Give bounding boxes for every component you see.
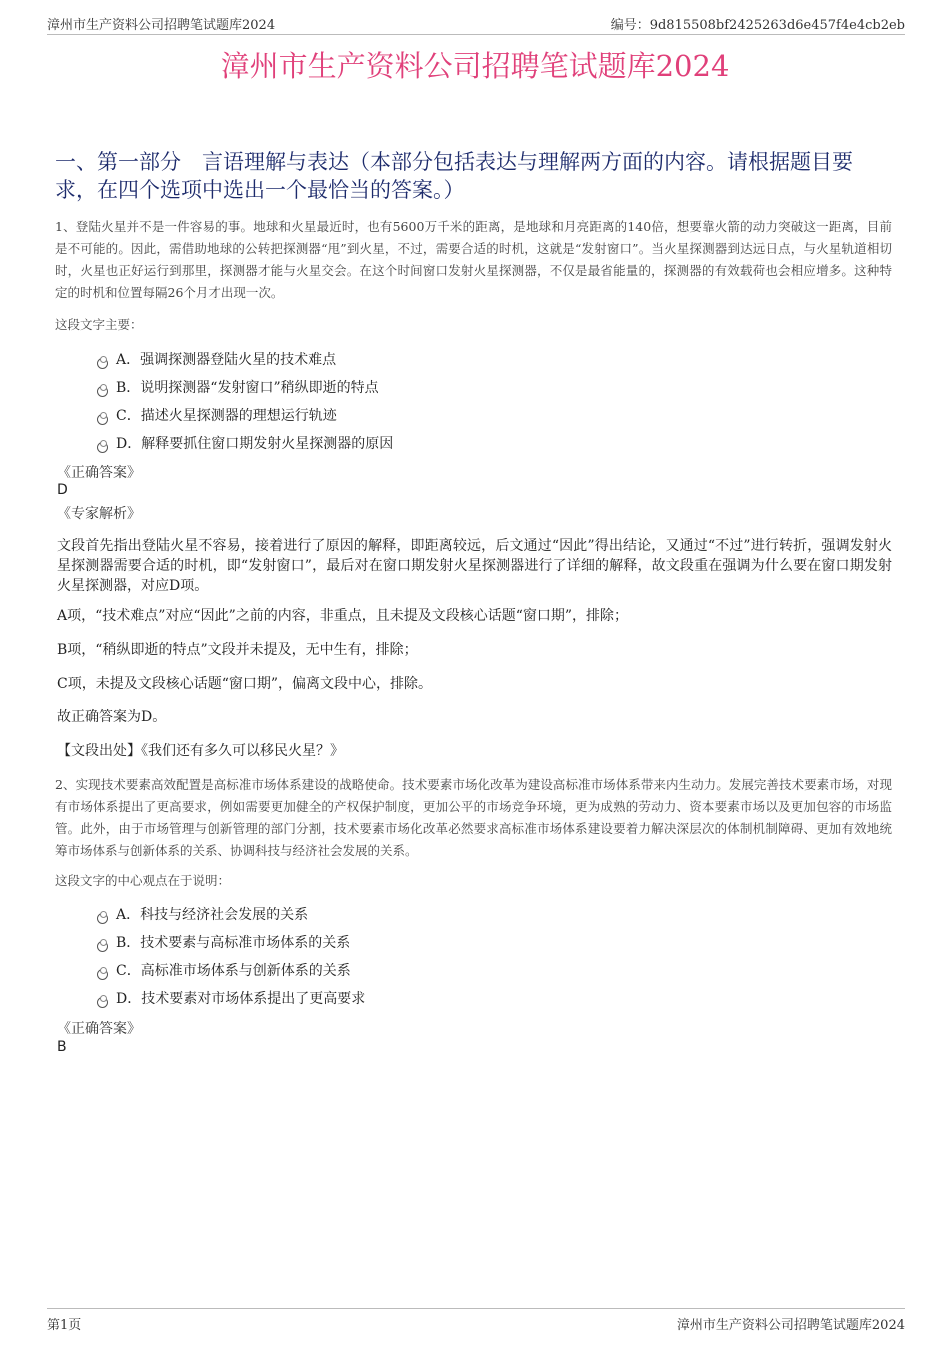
q2-option-d[interactable]: D．技术要素对市场体系提出了更高要求 — [97, 985, 365, 1013]
radio-icon[interactable] — [97, 358, 108, 369]
q1-prompt: 这段文字主要： — [55, 317, 143, 332]
q1-analysis-label: 《专家解析》 — [57, 506, 141, 522]
footer-page-number: 第1页 — [47, 1318, 82, 1333]
page-header — [47, 14, 905, 35]
q1-passage: 1、登陆火星并不是一件容易的事。地球和火星最近时，也有5600万千米的距离，是地球和月亮距离的140倍，想要靠火箭的动力突破这一距离，目前是不可能的。因此，需借助地球的公转把探测器“甩”到火星，不过，需要合适的时机，这就是“发射窗口”。当火星探测器到达远日点，与火星轨道相切时，火星也正好运行到那里，探测器才能与火星交会。在这个时间窗口发射火星探测器，不仅是最省能量的，探测器的有效载荷也会相应增多。这种特定的时机和位置每隔26个月才出现一次。 — [55, 219, 892, 300]
q1-source: 【文段出处】《我们还有多久可以移民火星？》 — [57, 743, 344, 759]
q1-analysis-b: B项，“稍纵即逝的特点”文段并未提及，无中生有，排除； — [57, 642, 418, 658]
q1-analysis-main: 文段首先指出登陆火星不容易，接着进行了原因的解释，即距离较远，后文通过“因此”得出结论，又通过“不过”进行转折，强调发射火星探测器需要合适的时机，即“发射窗口”，最后对在窗口期发射火星探测器进行了详细的解释，故文段重在强调为什么要在窗口期发射火星探测器，对应D项。 — [57, 538, 892, 594]
page-footer — [47, 1308, 905, 1334]
q2-answer-label: 《正确答案》 — [57, 1021, 141, 1037]
footer-doc-title: 漳州市生产资料公司招聘笔试题库2024 — [676, 1318, 905, 1333]
q2-option-c[interactable]: C．高标准市场体系与创新体系的关系 — [97, 957, 365, 985]
header-doc-id: 编号：9d815508bf2425263d6e457f4e4cb2eb — [610, 18, 905, 33]
q1-analysis-a: A项，“技术难点”对应“因此”之前的内容，非重点，且未提及文段核心话题“窗口期”，排除； — [57, 608, 629, 624]
radio-icon[interactable] — [97, 414, 108, 425]
page-title: 漳州市生产资料公司招聘笔试题库2024 — [220, 49, 730, 83]
section-heading: 一、第一部分 言语理解与表达（本部分包括表达与理解两方面的内容。请根据题目要求，在四个选项中选出一个最恰当的答案。） — [55, 150, 853, 202]
q1-option-d[interactable]: D．解释要抓住窗口期发射火星探测器的原因 — [97, 430, 393, 458]
radio-icon[interactable] — [97, 386, 108, 397]
q2-option-b[interactable]: B．技术要素与高标准市场体系的关系 — [97, 929, 365, 957]
q2-passage: 2、实现技术要素高效配置是高标准市场体系建设的战略使命。技术要素市场化改革为建设高标准市场体系带来内生动力。发展完善技术要素市场，对现有市场体系提出了更高要求，例如需要更加健全的产权保护制度，更加公平的市场竞争环境，更为成熟的劳动力、资本要素市场以及更加包容的市场监管。此外，由于市场管理与创新管理的部门分割，技术要素市场化改革必然要求高标准市场体系建设要着力解决深层次的体制机制障碍、更加有效地统筹市场体系与创新体系的关系、协调科技与经济社会发展的关系。 — [55, 777, 892, 858]
q1-options — [97, 346, 393, 458]
q1-option-a[interactable]: A．强调探测器登陆火星的技术难点 — [97, 346, 393, 374]
radio-icon[interactable] — [97, 913, 108, 924]
radio-icon[interactable] — [97, 941, 108, 952]
header-doc-title: 漳州市生产资料公司招聘笔试题库2024 — [47, 18, 276, 33]
q2-prompt: 这段文字的中心观点在于说明： — [55, 873, 231, 888]
q2-answer: B — [57, 1039, 67, 1055]
radio-icon[interactable] — [97, 442, 108, 453]
q1-option-b[interactable]: B．说明探测器“发射窗口”稍纵即逝的特点 — [97, 374, 393, 402]
q2-options — [97, 901, 365, 1013]
radio-icon[interactable] — [97, 997, 108, 1008]
q1-answer-label: 《正确答案》 — [57, 465, 141, 481]
q1-option-c[interactable]: C．描述火星探测器的理想运行轨迹 — [97, 402, 393, 430]
q1-analysis-conclusion: 故正确答案为D。 — [57, 709, 167, 725]
q1-answer: D — [57, 482, 68, 498]
q1-analysis-c: C项，未提及文段核心话题“窗口期”，偏离文段中心，排除。 — [57, 676, 433, 692]
radio-icon[interactable] — [97, 969, 108, 980]
q2-option-a[interactable]: A．科技与经济社会发展的关系 — [97, 901, 365, 929]
